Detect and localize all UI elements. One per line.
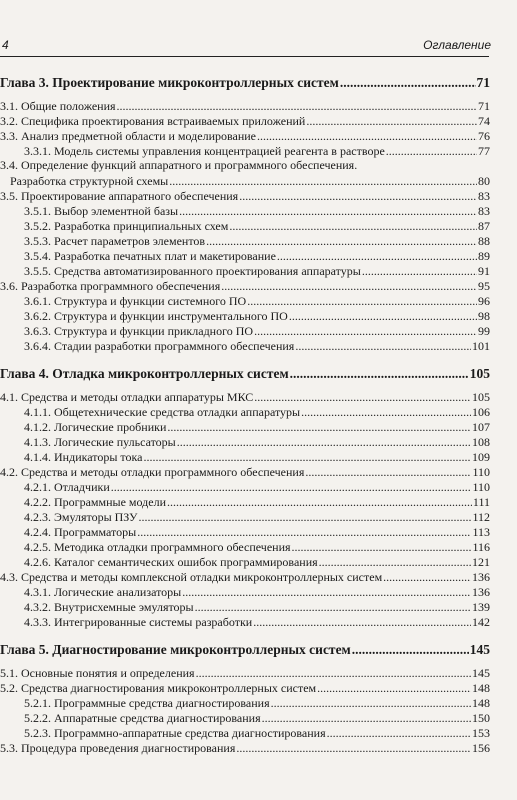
dot-leader bbox=[257, 129, 477, 143]
toc-entry-5-1[interactable]: 5.1. Основные понятия и определения ..... 145 bbox=[0, 665, 490, 680]
toc-entry-3-5-2[interactable]: 3.5.2. Разработка принципиальных схем ..... 87 bbox=[0, 218, 490, 233]
dot-leader bbox=[229, 219, 477, 233]
dot-leader bbox=[317, 681, 471, 695]
toc-entry-3-6-3[interactable]: 3.6.3. Структура и функции прикладного ПО ..... 99 bbox=[0, 323, 490, 338]
dot-leader bbox=[340, 74, 476, 92]
dot-leader bbox=[196, 666, 471, 680]
dot-leader bbox=[247, 294, 477, 308]
toc-entry-4-3-2[interactable]: 4.3.2. Внутрисхемные эмуляторы ..... 139 bbox=[0, 599, 490, 614]
toc-entry-4-2-5[interactable]: 4.2.5. Методика отладки программного обеспечения ..... 116 bbox=[0, 539, 490, 554]
dot-leader bbox=[386, 144, 477, 158]
toc-entry-3-5[interactable]: 3.5. Проектирование аппаратного обеспечения ..... 83 bbox=[0, 188, 490, 203]
toc-entry-4-1[interactable]: 4.1. Средства и методы отладки аппаратуры МКС ..... 105 bbox=[0, 389, 490, 404]
toc-entry-4-1-3[interactable]: 4.1.3. Логические пульсаторы ..... 108 bbox=[0, 434, 490, 449]
toc-entry-3-1[interactable]: 3.1. Общие положения ..... 71 bbox=[0, 98, 490, 113]
dot-leader bbox=[319, 555, 471, 569]
page-number: 4 bbox=[2, 38, 9, 52]
toc-entry-5-2-3[interactable]: 5.2.3. Программно-аппаратные средства диагностирования ..... 153 bbox=[0, 725, 490, 740]
dot-leader bbox=[289, 309, 477, 323]
toc-entry-3-5-1[interactable]: 3.5.1. Выбор элементной базы ..... 83 bbox=[0, 203, 490, 218]
dot-leader bbox=[239, 189, 477, 203]
toc-entry-3-3-1[interactable]: 3.3.1. Модель системы управления концентрацией реагента в растворе ..... 77 bbox=[0, 143, 490, 158]
toc-entry-5-3[interactable]: 5.3. Процедура проведения диагностирования ..... 156 bbox=[0, 740, 490, 755]
dot-leader bbox=[144, 450, 472, 464]
toc-entry-4-1-1[interactable]: 4.1.1. Общетехнические средства отладки аппаратуры ..... 106 bbox=[0, 404, 490, 419]
toc-entry-3-6-1[interactable]: 3.6.1. Структура и функции системного ПО ..... 96 bbox=[0, 293, 490, 308]
dot-leader bbox=[236, 741, 471, 755]
toc-chapter-3[interactable]: Глава 3. Проектирование микроконтроллерных систем ..... 71 bbox=[0, 72, 490, 92]
table-of-contents bbox=[0, 72, 490, 755]
toc-entry-5-2-2[interactable]: 5.2.2. Аппаратные средства диагностирования ..... 150 bbox=[0, 710, 490, 725]
toc-entry-4-2-1[interactable]: 4.2.1. Отладчики ..... 110 bbox=[0, 479, 490, 494]
dot-leader bbox=[206, 234, 477, 248]
dot-leader bbox=[352, 641, 469, 659]
toc-chapter-5[interactable]: Глава 5. Диагностирование микроконтроллерных систем ..... 145 bbox=[0, 639, 490, 659]
toc-entry-3-6-2[interactable]: 3.6.2. Структура и функции инструментального ПО ..... 98 bbox=[0, 308, 490, 323]
dot-leader bbox=[290, 365, 469, 383]
dot-leader bbox=[177, 435, 471, 449]
dot-leader bbox=[182, 585, 471, 599]
toc-entry-3-4[interactable]: 3.4. Определение функций аппаратного и программного обеспечения. Разработка структурной схемы ..... 80 bbox=[0, 158, 490, 188]
toc-entry-3-6-4[interactable]: 3.6.4. Стадии разработки программного обеспечения ..... 101 bbox=[0, 338, 490, 353]
dot-leader bbox=[262, 711, 471, 725]
dot-leader bbox=[169, 174, 477, 188]
dot-leader bbox=[306, 114, 477, 128]
dot-leader bbox=[383, 570, 471, 584]
dot-leader bbox=[327, 726, 471, 740]
toc-entry-4-3[interactable]: 4.3. Средства и методы комплексной отладки микроконтроллерных систем ..... 136 bbox=[0, 569, 490, 584]
dot-leader bbox=[195, 600, 471, 614]
dot-leader bbox=[167, 420, 471, 434]
dot-leader bbox=[305, 465, 471, 479]
dot-leader bbox=[139, 510, 472, 524]
dot-leader bbox=[254, 324, 477, 338]
dot-leader bbox=[292, 540, 472, 554]
dot-leader bbox=[253, 615, 471, 629]
dot-leader bbox=[277, 249, 477, 263]
toc-entry-3-5-3[interactable]: 3.5.3. Расчет параметров элементов ..... 88 bbox=[0, 233, 490, 248]
dot-leader bbox=[271, 696, 471, 710]
dot-leader bbox=[301, 405, 471, 419]
toc-entry-3-6[interactable]: 3.6. Разработка программного обеспечения ..... 95 bbox=[0, 278, 490, 293]
toc-entry-5-2-1[interactable]: 5.2.1. Программные средства диагностирования ..... 148 bbox=[0, 695, 490, 710]
dot-leader bbox=[221, 279, 477, 293]
toc-entry-3-2[interactable]: 3.2. Специфика проектирования встраиваемых приложений ..... 74 bbox=[0, 113, 490, 128]
header-rule bbox=[0, 56, 489, 57]
toc-chapter-4[interactable]: Глава 4. Отладка микроконтроллерных систем ..... 105 bbox=[0, 363, 490, 383]
dot-leader bbox=[295, 339, 471, 353]
dot-leader bbox=[179, 204, 477, 218]
toc-entry-4-2-6[interactable]: 4.2.6. Каталог семантических ошибок программирования ..... 121 bbox=[0, 554, 490, 569]
dot-leader bbox=[111, 480, 472, 494]
toc-entry-4-1-4[interactable]: 4.1.4. Индикаторы тока ..... 109 bbox=[0, 449, 490, 464]
toc-entry-3-5-4[interactable]: 3.5.4. Разработка печатных плат и макетирование ..... 89 bbox=[0, 248, 490, 263]
dot-leader bbox=[137, 525, 471, 539]
dot-leader bbox=[254, 390, 471, 404]
toc-entry-4-3-1[interactable]: 4.3.1. Логические анализаторы ..... 136 bbox=[0, 584, 490, 599]
toc-entry-4-3-3[interactable]: 4.3.3. Интегрированные системы разработки ..... 142 bbox=[0, 614, 490, 629]
dot-leader bbox=[362, 264, 477, 278]
toc-entry-4-2-2[interactable]: 4.2.2. Программные модели ..... 111 bbox=[0, 494, 490, 509]
toc-entry-4-2[interactable]: 4.2. Средства и методы отладки программного обеспечения ..... 110 bbox=[0, 464, 490, 479]
running-head bbox=[0, 38, 497, 56]
toc-entry-4-2-4[interactable]: 4.2.4. Программаторы ..... 113 bbox=[0, 524, 490, 539]
section-title: Оглавление bbox=[423, 38, 491, 52]
dot-leader bbox=[167, 495, 472, 509]
dot-leader bbox=[117, 99, 477, 113]
toc-entry-4-1-2[interactable]: 4.1.2. Логические пробники ..... 107 bbox=[0, 419, 490, 434]
toc-entry-3-3[interactable]: 3.3. Анализ предметной области и моделирование ..... 76 bbox=[0, 128, 490, 143]
toc-entry-5-2[interactable]: 5.2. Средства диагностирования микроконтроллерных систем ..... 148 bbox=[0, 680, 490, 695]
toc-entry-3-5-5[interactable]: 3.5.5. Средства автоматизированного проектирования аппаратуры ..... 91 bbox=[0, 263, 490, 278]
toc-entry-4-2-3[interactable]: 4.2.3. Эмуляторы ПЗУ ..... 112 bbox=[0, 509, 490, 524]
